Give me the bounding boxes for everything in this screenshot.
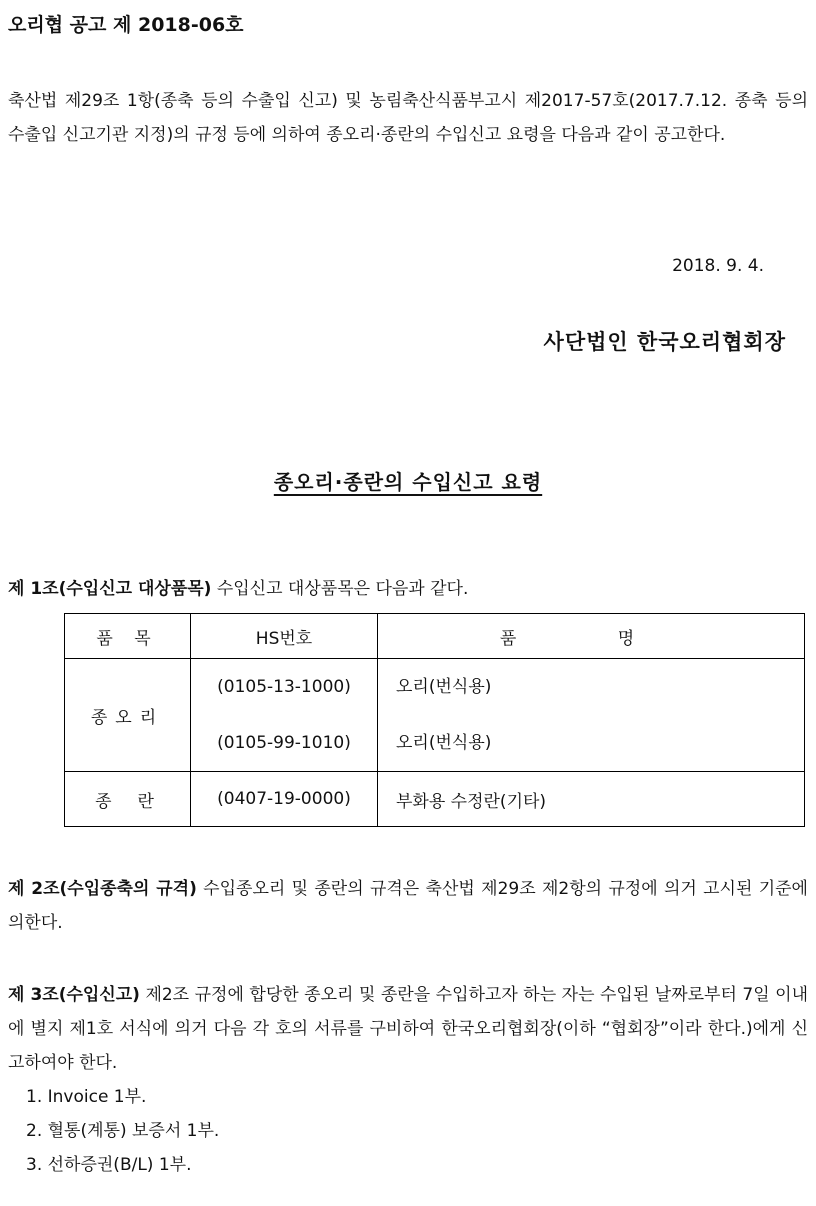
product-name: 오리(번식용)	[396, 733, 492, 753]
article-1-text: 수입신고 대상품목은 다음과 같다.	[211, 579, 469, 599]
product-name-cell	[378, 659, 805, 772]
document-list	[26, 1080, 219, 1182]
intro-paragraph: 축산법 제29조 1항(종축 등의 수출입 신고) 및 농림축산식품부고시 제2017-57호(2017.7.12. 종축 등의 수출입 신고기관 지정)의 규정 등에 의하여 종오리·종란의 수입신고 요령을 다음과 같이 공고한다.	[8, 91, 808, 145]
organization-name: 사단법인 한국오리협회장	[543, 330, 786, 354]
hs-code: (0105-99-1010)	[217, 733, 351, 753]
article-3-heading: 제 3조(수입신고)	[8, 985, 140, 1005]
table-row	[65, 659, 805, 772]
article-3	[8, 978, 808, 1080]
hs-code-cell	[191, 659, 378, 772]
article-1-heading: 제 1조(수입신고 대상품목)	[8, 579, 212, 599]
import-items-table	[64, 613, 805, 827]
list-item: 2. 혈통(계통) 보증서 1부.	[26, 1121, 220, 1141]
table-row	[65, 772, 805, 827]
item-breeding-egg: 종란	[65, 772, 191, 827]
article-2-text: 수입종오리 및 종란의 규격은 축산법 제29조 제2항의 규정에 의거 고시된 기준에 의한다.	[8, 879, 808, 933]
document-title-text: 종오리·종란의 수입신고 요령	[273, 470, 543, 494]
notice-date: 2018. 9. 4.	[672, 256, 764, 276]
hs-code: (0407-19-0000)	[191, 772, 378, 827]
article-1	[8, 572, 808, 606]
header-product-name: 품 명	[378, 614, 805, 659]
table-header-row	[65, 614, 805, 659]
article-3-text: 제2조 규정에 합당한 종오리 및 종란을 수입하고자 하는 자는 수입된 날짜로부터 7일 이내에 별지 제1호 서식에 의거 다음 각 호의 서류를 구비하여 한국오리협회장(이하 “협회장”이라 한다.)에게 신고하여야 한다.	[8, 985, 808, 1073]
list-item: 1. Invoice 1부.	[26, 1087, 147, 1107]
product-name: 부화용 수정란(기타)	[378, 772, 805, 827]
product-name: 오리(번식용)	[396, 677, 492, 697]
list-item: 3. 선하증권(B/L) 1부.	[26, 1155, 192, 1175]
header-hs-code: HS번호	[191, 614, 378, 659]
document-title	[0, 466, 816, 495]
hs-code: (0105-13-1000)	[217, 677, 351, 697]
header-item: 품 목	[65, 614, 191, 659]
notice-number: 오리협 공고 제 2018-06호	[8, 14, 244, 36]
item-breeding-duck: 종오리	[65, 659, 191, 772]
article-2-heading: 제 2조(수입종축의 규격)	[8, 879, 197, 899]
article-2	[8, 872, 808, 940]
